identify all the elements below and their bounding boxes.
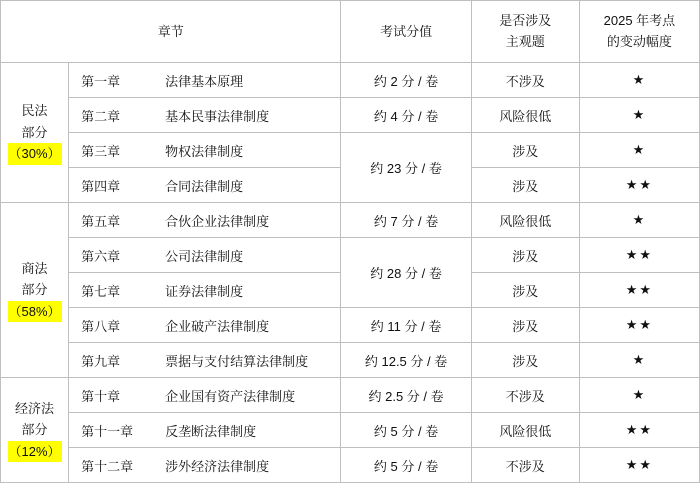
header-subjective (471, 1, 579, 63)
header-subjective-line2: 主观题 (505, 33, 545, 49)
score-cell: 约 23 分 / 卷 (341, 133, 471, 203)
chapter-name: 合同法律制度 (165, 178, 244, 194)
header-subjective-line1: 是否涉及 (499, 13, 552, 29)
subjective-cell: 涉及 (471, 343, 579, 378)
chapter-cell (69, 308, 341, 343)
group-name-line2: 部分 (21, 124, 48, 140)
chapter-number: 第三章 (81, 143, 121, 159)
subjective-cell: 涉及 (471, 238, 579, 273)
change-cell: ★ (579, 203, 699, 238)
chapter-name: 基本民事法律制度 (165, 108, 270, 124)
header-score: 考试分值 (341, 1, 471, 63)
chapter-number: 第二章 (81, 108, 121, 124)
chapter-number: 第四章 (81, 178, 121, 194)
chapter-number: 第七章 (81, 283, 121, 299)
subjective-cell: 不涉及 (471, 378, 579, 413)
score-cell: 约 11 分 / 卷 (341, 308, 471, 343)
chapter-number: 第一章 (81, 73, 121, 89)
chapter-cell (69, 168, 341, 203)
table-row (1, 378, 700, 413)
chapter-name: 反垄断法律制度 (165, 423, 257, 439)
group-name-line1: 商法 (21, 260, 48, 276)
score-cell: 约 4 分 / 卷 (341, 98, 471, 133)
change-cell: ★★ (579, 413, 699, 448)
subjective-cell: 不涉及 (471, 63, 579, 98)
change-cell: ★★ (579, 273, 699, 308)
change-cell: ★★ (579, 448, 699, 483)
subjective-cell: 风险很低 (471, 413, 579, 448)
subjective-cell: 涉及 (471, 273, 579, 308)
chapter-number: 第九章 (81, 353, 121, 369)
group-percent: （12%） (8, 441, 62, 462)
score-cell: 约 5 分 / 卷 (341, 413, 471, 448)
chapter-name: 物权法律制度 (165, 143, 244, 159)
group-percent: （58%） (8, 301, 62, 322)
score-cell: 约 2 分 / 卷 (341, 63, 471, 98)
table-row (1, 63, 700, 98)
chapter-number: 第五章 (81, 213, 121, 229)
subjective-cell: 涉及 (471, 168, 579, 203)
chapter-cell (69, 413, 341, 448)
table-row (1, 133, 700, 168)
group-percent: （30%） (8, 143, 62, 164)
group-name-line1: 经济法 (15, 400, 55, 416)
table-row (1, 98, 700, 133)
header-chapter: 章节 (1, 1, 341, 63)
change-cell: ★ (579, 63, 699, 98)
score-cell: 约 5 分 / 卷 (341, 448, 471, 483)
table-body (1, 63, 700, 483)
score-cell: 约 7 分 / 卷 (341, 203, 471, 238)
table-row (1, 413, 700, 448)
header-change-line2: 的变动幅度 (606, 33, 672, 49)
chapter-cell (69, 203, 341, 238)
chapter-number: 第八章 (81, 318, 121, 334)
chapter-number: 第十二章 (81, 458, 134, 474)
chapter-number: 第十章 (81, 388, 121, 404)
group-name-line2: 部分 (21, 282, 48, 298)
chapter-name: 公司法律制度 (165, 248, 244, 264)
table-row (1, 343, 700, 378)
subjective-cell: 风险很低 (471, 203, 579, 238)
chapter-cell (69, 98, 341, 133)
subjective-cell: 涉及 (471, 133, 579, 168)
change-cell: ★★ (579, 308, 699, 343)
score-cell: 约 12.5 分 / 卷 (341, 343, 471, 378)
score-cell: 约 28 分 / 卷 (341, 238, 471, 308)
chapter-name: 企业破产法律制度 (165, 318, 270, 334)
chapter-cell (69, 63, 341, 98)
chapter-cell (69, 133, 341, 168)
chapter-name: 证券法律制度 (165, 283, 244, 299)
chapter-cell (69, 238, 341, 273)
table-row (1, 203, 700, 238)
change-cell: ★★ (579, 168, 699, 203)
subjective-cell: 风险很低 (471, 98, 579, 133)
group-cell-economic-law (1, 378, 69, 483)
chapter-cell (69, 273, 341, 308)
table-header (1, 1, 700, 63)
table-row (1, 448, 700, 483)
score-cell: 约 2.5 分 / 卷 (341, 378, 471, 413)
change-cell: ★★ (579, 238, 699, 273)
chapter-cell (69, 343, 341, 378)
subjective-cell: 涉及 (471, 308, 579, 343)
chapter-name: 企业国有资产法律制度 (165, 388, 296, 404)
header-change-line1: 2025 年考点 (603, 13, 676, 29)
table-row (1, 308, 700, 343)
group-name-line1: 民法 (21, 103, 48, 119)
change-cell: ★ (579, 378, 699, 413)
table-row (1, 238, 700, 273)
group-name-line2: 部分 (21, 422, 48, 438)
chapter-number: 第六章 (81, 248, 121, 264)
group-cell-civil-law (1, 63, 69, 203)
change-cell: ★ (579, 343, 699, 378)
change-cell: ★ (579, 98, 699, 133)
subjective-cell: 不涉及 (471, 448, 579, 483)
header-change (579, 1, 699, 63)
change-cell: ★ (579, 133, 699, 168)
group-cell-commercial-law (1, 203, 69, 378)
chapter-name: 票据与支付结算法律制度 (165, 353, 309, 369)
chapter-name: 法律基本原理 (165, 73, 244, 89)
chapter-number: 第十一章 (81, 423, 134, 439)
chapter-name: 涉外经济法律制度 (165, 458, 270, 474)
header-row (1, 1, 700, 63)
chapter-cell (69, 448, 341, 483)
chapter-cell (69, 378, 341, 413)
chapter-name: 合伙企业法律制度 (165, 213, 270, 229)
